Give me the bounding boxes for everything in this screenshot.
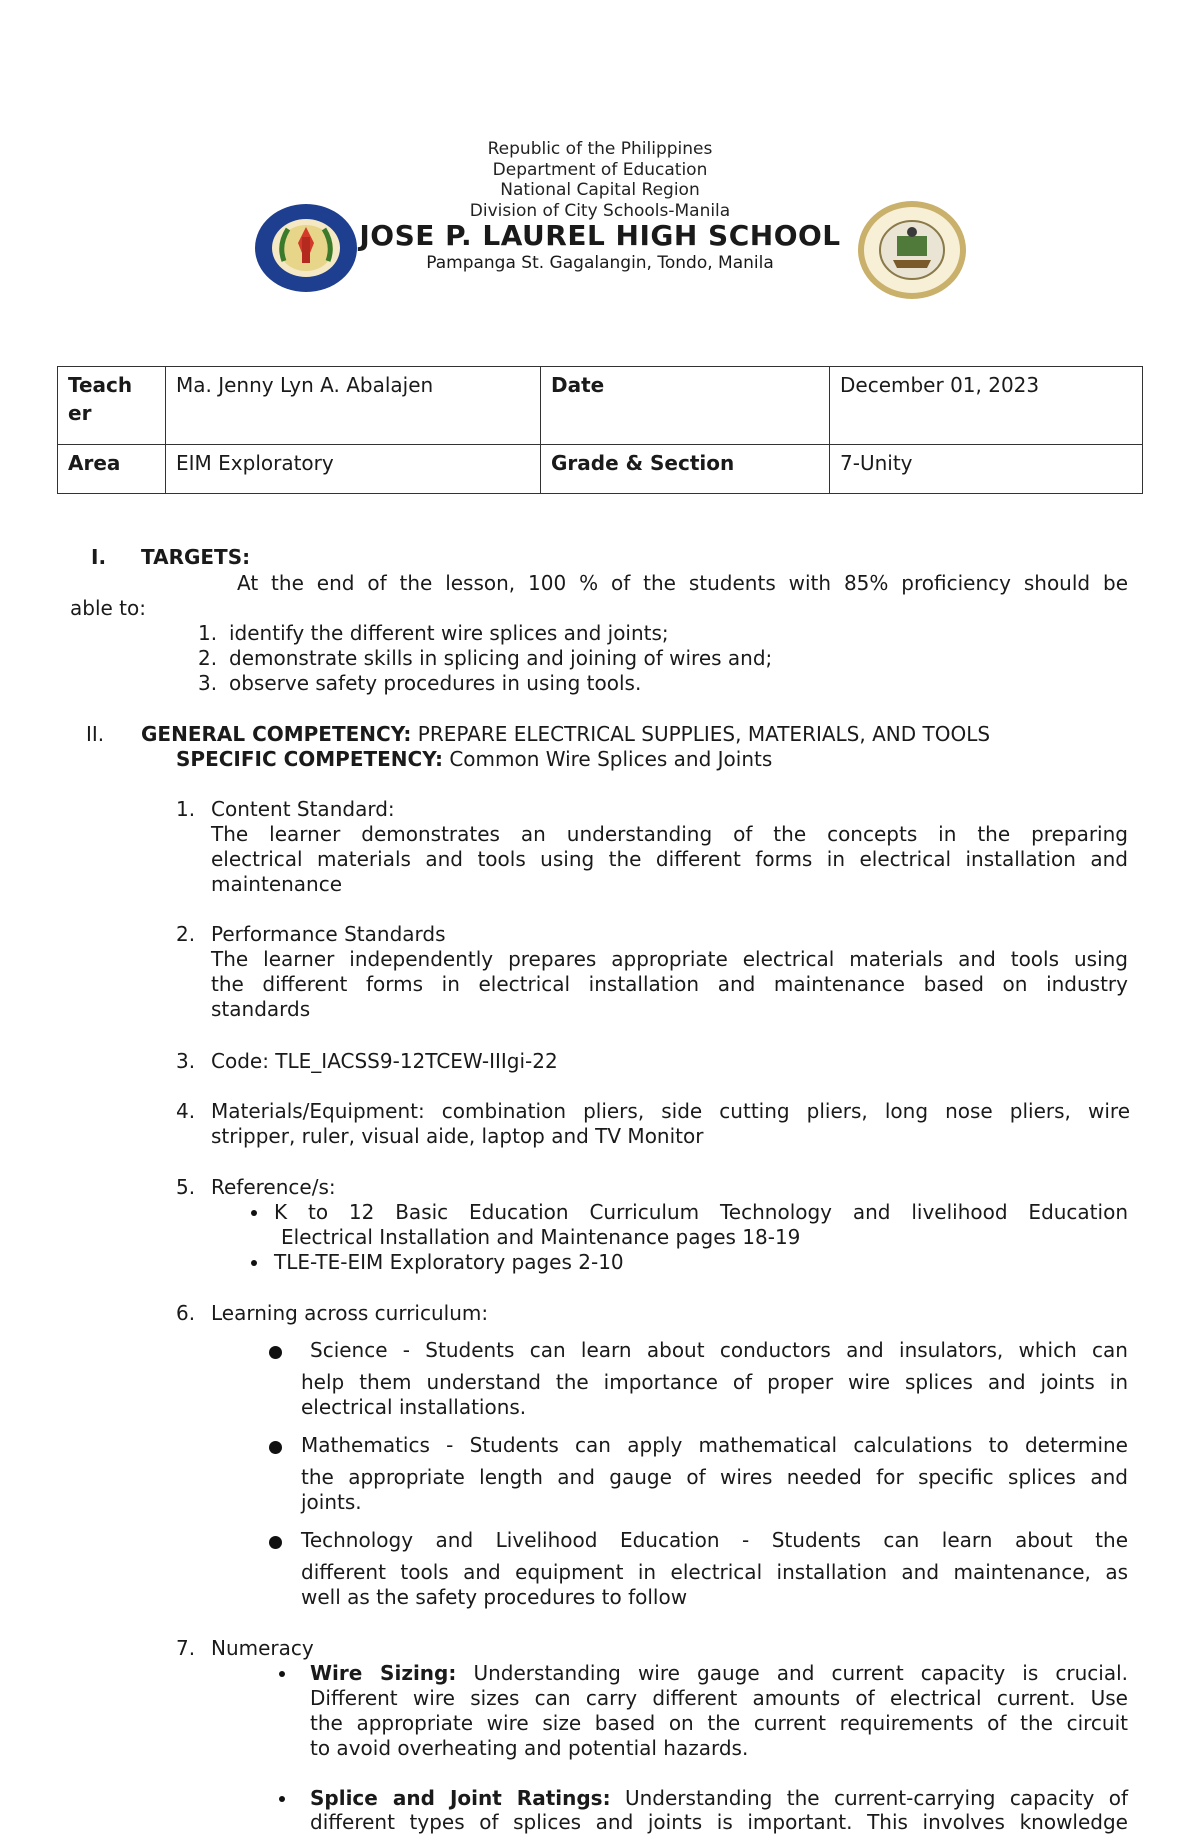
general-competency-label: GENERAL COMPETENCY: xyxy=(141,722,412,746)
specific-competency-text: Common Wire Splices and Joints xyxy=(449,747,773,771)
curriculum-science-line: help them understand the importance of proper wire splices and joints in xyxy=(301,1370,1128,1394)
splice-ratings-label: Splice and Joint Ratings: xyxy=(310,1786,611,1810)
targets-numeral: I. xyxy=(91,545,107,569)
competency-numeral: II. xyxy=(86,722,105,746)
header-region: National Capital Region xyxy=(500,180,700,200)
curriculum-tle-line: Technology and Livelihood Education - Students can learn about the xyxy=(301,1528,1128,1552)
section-num: 3. xyxy=(176,1049,196,1073)
section-num: 1. xyxy=(176,797,196,821)
learning-across-title: Learning across curriculum: xyxy=(211,1301,489,1325)
materials-line: Materials/Equipment: combination pliers, side cutting pliers, long nose pliers, wire xyxy=(211,1099,1130,1123)
reference-item: TLE-TE-EIM Exploratory pages 2-10 xyxy=(274,1250,624,1274)
references-title: Reference/s: xyxy=(211,1175,336,1199)
performance-standards-line: The learner independently prepares appropriate electrical materials and tools using xyxy=(211,947,1128,971)
bullet-icon xyxy=(279,1796,285,1802)
bullet-icon xyxy=(251,1260,257,1266)
content-standard-line: electrical materials and tools using the different forms in electrical installation and xyxy=(211,847,1128,871)
section-num: 4. xyxy=(176,1099,196,1123)
section-num: 2. xyxy=(176,922,196,946)
division-seal-logo xyxy=(254,203,358,293)
curriculum-tle-line: well as the safety procedures to follow xyxy=(301,1585,688,1609)
info-row-teacher xyxy=(58,367,1143,445)
section-num: 7. xyxy=(176,1636,196,1660)
numeracy-title: Numeracy xyxy=(211,1636,314,1660)
targets-intro: At the end of the lesson, 100 % of the students with 85% proficiency should be xyxy=(237,571,1128,595)
wire-sizing-line: to avoid overheating and potential hazards. xyxy=(310,1736,749,1760)
reference-item: K to 12 Basic Education Curriculum Technology and livelihood Education xyxy=(274,1200,1128,1224)
target-num: 1. xyxy=(198,621,218,645)
grade-value: 7-Unity xyxy=(830,445,1143,494)
wire-sizing-line: the appropriate wire size based on the current requirements of the circuit xyxy=(310,1711,1128,1735)
teacher-value: Ma. Jenny Lyn A. Abalajen xyxy=(166,367,541,445)
targets-intro-cont: able to: xyxy=(70,596,146,620)
splice-ratings-line: different types of splices and joints is important. This involves knowledge xyxy=(310,1810,1128,1834)
header-republic: Republic of the Philippines xyxy=(487,139,713,159)
targets-heading: TARGETS: xyxy=(141,545,251,569)
bullet-icon xyxy=(251,1210,257,1216)
specific-competency xyxy=(176,747,772,772)
bullet-icon xyxy=(269,1346,282,1359)
wire-sizing-label: Wire Sizing: xyxy=(310,1661,457,1685)
performance-standards-line: standards xyxy=(211,997,311,1021)
area-value: EIM Exploratory xyxy=(166,445,541,494)
splice-ratings-text: Understanding the current-carrying capacity of xyxy=(624,1786,1128,1810)
school-name: JOSE P. LAUREL HIGH SCHOOL xyxy=(359,219,841,252)
header-deped: Department of Education xyxy=(492,160,708,180)
content-standard-line: The learner demonstrates an understanding of the concepts in the preparing xyxy=(211,822,1128,846)
target-num: 2. xyxy=(198,646,218,670)
general-competency xyxy=(141,722,990,747)
bullet-icon xyxy=(279,1671,285,1677)
content-standard-line: maintenance xyxy=(211,872,343,896)
bullet-icon xyxy=(269,1536,282,1549)
curriculum-tle-line: different tools and equipment in electrical installation and maintenance, as xyxy=(301,1560,1128,1584)
general-competency-text: PREPARE ELECTRICAL SUPPLIES, MATERIALS, AND TOOLS xyxy=(417,722,991,746)
section-num: 6. xyxy=(176,1301,196,1325)
content-standard-title: Content Standard: xyxy=(211,797,395,821)
target-num: 3. xyxy=(198,671,218,695)
target-item: demonstrate skills in splicing and joining of wires and; xyxy=(229,646,773,670)
lesson-info-table xyxy=(57,366,1143,494)
date-label: Date xyxy=(541,367,830,445)
specific-competency-label: SPECIFIC COMPETENCY: xyxy=(176,747,443,771)
target-item: observe safety procedures in using tools. xyxy=(229,671,642,695)
wire-sizing-text: Understanding wire gauge and current capacity is crucial. xyxy=(473,1661,1128,1685)
competency-code: Code: TLE_IACSS9-12TCEW-IIIgi-22 xyxy=(211,1049,558,1073)
teacher-label: Teach er xyxy=(58,367,166,445)
area-label: Area xyxy=(58,445,166,494)
header-division: Division of City Schools-Manila xyxy=(469,201,731,221)
materials-line: stripper, ruler, visual aide, laptop and TV Monitor xyxy=(211,1124,704,1148)
curriculum-math-line: Mathematics - Students can apply mathematical calculations to determine xyxy=(301,1433,1128,1457)
school-address: Pampanga St. Gagalangin, Tondo, Manila xyxy=(426,253,774,273)
info-row-area xyxy=(58,445,1143,494)
curriculum-science-line: Science - Students can learn about conductors and insulators, which can xyxy=(310,1338,1128,1362)
bullet-icon xyxy=(269,1441,282,1454)
curriculum-science-line: electrical installations. xyxy=(301,1395,527,1419)
grade-label: Grade & Section xyxy=(541,445,830,494)
date-value: December 01, 2023 xyxy=(830,367,1143,445)
reference-item-cont: Electrical Installation and Maintenance pages 18-19 xyxy=(281,1225,801,1249)
curriculum-math-line: the appropriate length and gauge of wires needed for specific splices and xyxy=(301,1465,1128,1489)
school-seal-logo xyxy=(857,200,967,300)
wire-sizing-line: Different wire sizes can carry different amounts of electrical current. Use xyxy=(310,1686,1128,1710)
curriculum-math-line: joints. xyxy=(301,1490,362,1514)
performance-standards-title: Performance Standards xyxy=(211,922,446,946)
performance-standards-line: the different forms in electrical installation and maintenance based on industry xyxy=(211,972,1128,996)
numeracy-splice-ratings xyxy=(310,1786,1128,1811)
section-num: 5. xyxy=(176,1175,196,1199)
target-item: identify the different wire splices and joints; xyxy=(229,621,669,645)
numeracy-wire-sizing xyxy=(310,1661,1128,1686)
